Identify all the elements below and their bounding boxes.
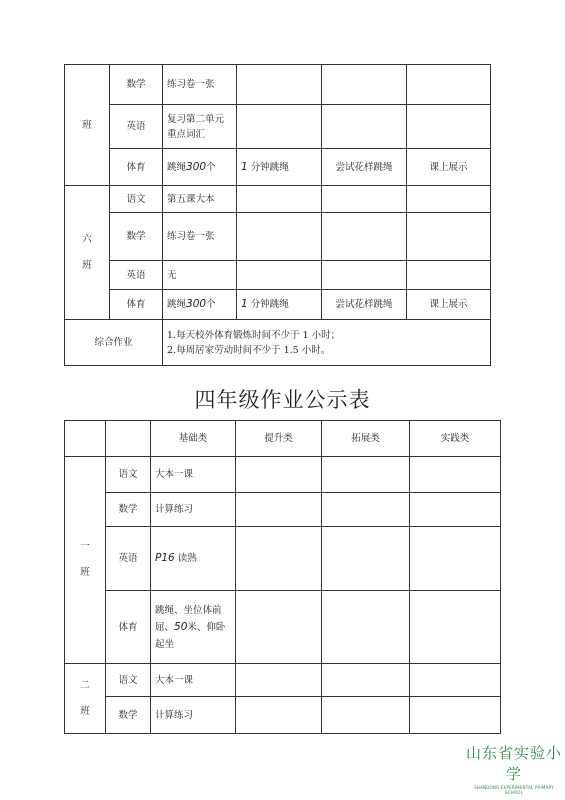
extend-cell — [322, 527, 410, 591]
improve-cell: 1 分钟跳绳 — [237, 149, 322, 186]
extend-cell: 尝试花样跳绳 — [322, 290, 407, 320]
basic-cell: 跳绳300个 — [163, 290, 237, 320]
table-row — [65, 320, 491, 366]
class-name-cell — [65, 186, 110, 320]
basic-cell: 计算练习 — [151, 697, 236, 734]
subject-cell: 语文 — [106, 664, 151, 697]
class-name: 一 — [80, 541, 90, 552]
subject-cell: 体育 — [106, 591, 151, 664]
table-row — [65, 493, 501, 527]
extend-cell — [322, 65, 407, 105]
practice-cell — [407, 105, 491, 149]
column-header: 基础类 — [151, 421, 236, 457]
table-row — [65, 697, 501, 734]
basic-cell: 大本一课 — [151, 457, 236, 493]
subject-cell: 语文 — [110, 186, 163, 213]
table-row — [65, 290, 491, 320]
practice-cell — [407, 186, 491, 213]
basic-cell: 大本一课 — [151, 664, 236, 697]
class-name: 二 — [80, 679, 90, 691]
improve-cell — [237, 65, 322, 105]
subject-cell: 语文 — [106, 457, 151, 493]
basic-cell: 跳绳、坐位体前屈、50米、仰卧起坐 — [151, 591, 236, 664]
improve-cell — [236, 493, 322, 527]
improve-cell — [237, 261, 322, 290]
class-name: 班 — [80, 705, 90, 717]
table-row — [65, 664, 501, 697]
subject-cell: 英语 — [110, 105, 163, 149]
improve-cell: 1 分钟跳绳 — [237, 290, 322, 320]
table-row — [65, 457, 501, 493]
table-row — [65, 261, 491, 290]
summary-content — [163, 320, 491, 366]
summary-line: 2.每周居家劳动时间不少于 1.5 小时。 — [167, 344, 331, 356]
improve-cell — [236, 527, 322, 591]
practice-cell — [410, 493, 501, 527]
extend-cell — [322, 493, 410, 527]
class-name-cell — [65, 457, 106, 664]
practice-cell — [410, 697, 501, 734]
class-name: 班 — [80, 567, 90, 578]
improve-cell — [236, 664, 322, 697]
subject-cell: 英语 — [106, 527, 151, 591]
practice-cell — [410, 527, 501, 591]
extend-cell — [322, 261, 407, 290]
improve-cell — [236, 457, 322, 493]
subject-cell: 体育 — [110, 290, 163, 320]
grade4-homework-table — [64, 420, 501, 734]
class-name-cell — [65, 65, 110, 186]
practice-cell — [410, 664, 501, 697]
page-title: 四年级作业公示表 — [194, 388, 371, 412]
corner-cell — [65, 421, 106, 457]
basic-cell: 跳绳300个 — [163, 149, 237, 186]
class-name: 六 — [82, 233, 92, 245]
table-row — [65, 591, 501, 664]
table-row — [65, 149, 491, 186]
subject-cell: 数学 — [110, 213, 163, 261]
class-name: 班 — [82, 259, 92, 271]
class-name-cell — [65, 664, 106, 734]
extend-cell — [322, 213, 407, 261]
practice-cell — [407, 213, 491, 261]
extend-cell — [322, 457, 410, 493]
basic-cell: 无 — [163, 261, 237, 290]
table-row — [65, 527, 501, 591]
improve-cell — [237, 186, 322, 213]
basic-cell: 第五课大本 — [163, 186, 237, 213]
school-logo — [466, 742, 562, 795]
extend-cell — [322, 664, 410, 697]
table-row — [65, 213, 491, 261]
table-row — [65, 105, 491, 149]
practice-cell — [410, 591, 501, 664]
subject-cell: 数学 — [106, 493, 151, 527]
table-row — [65, 186, 491, 213]
school-logo-english: SHANDONG EXPERIMENTAL PRIMARY SCHOOL — [474, 785, 554, 795]
basic-cell: 复习第二单元重点词汇 — [163, 105, 237, 149]
basic-cell: 练习卷一张 — [163, 65, 237, 105]
basic-cell: P16 读熟 — [151, 527, 236, 591]
table-row — [65, 65, 491, 105]
column-header: 实践类 — [410, 421, 501, 457]
column-header: 拓展类 — [322, 421, 410, 457]
homework-table-continued — [64, 64, 491, 366]
practice-cell — [410, 457, 501, 493]
practice-cell — [407, 261, 491, 290]
class-name: 班 — [82, 119, 92, 131]
practice-cell: 课上展示 — [407, 149, 491, 186]
extend-cell — [322, 591, 410, 664]
extend-cell — [322, 105, 407, 149]
practice-cell: 课上展示 — [407, 290, 491, 320]
corner-cell — [106, 421, 151, 457]
subject-cell: 英语 — [110, 261, 163, 290]
extend-cell — [322, 186, 407, 213]
summary-line: 1.每天校外体育锻炼时间不少于 1 小时； — [167, 329, 341, 341]
summary-label: 综合作业 — [65, 320, 163, 366]
improve-cell — [237, 105, 322, 149]
improve-cell — [236, 697, 322, 734]
table-header-row — [65, 421, 501, 457]
practice-cell — [407, 65, 491, 105]
subject-cell: 体育 — [110, 149, 163, 186]
improve-cell — [237, 213, 322, 261]
basic-cell: 练习卷一张 — [163, 213, 237, 261]
subject-cell: 数学 — [106, 697, 151, 734]
extend-cell — [322, 697, 410, 734]
school-logo-name: 山东省实验小学 — [466, 744, 563, 783]
column-header: 提升类 — [236, 421, 322, 457]
extend-cell: 尝试花样跳绳 — [322, 149, 407, 186]
subject-cell: 数学 — [110, 65, 163, 105]
basic-cell: 计算练习 — [151, 493, 236, 527]
improve-cell — [236, 591, 322, 664]
